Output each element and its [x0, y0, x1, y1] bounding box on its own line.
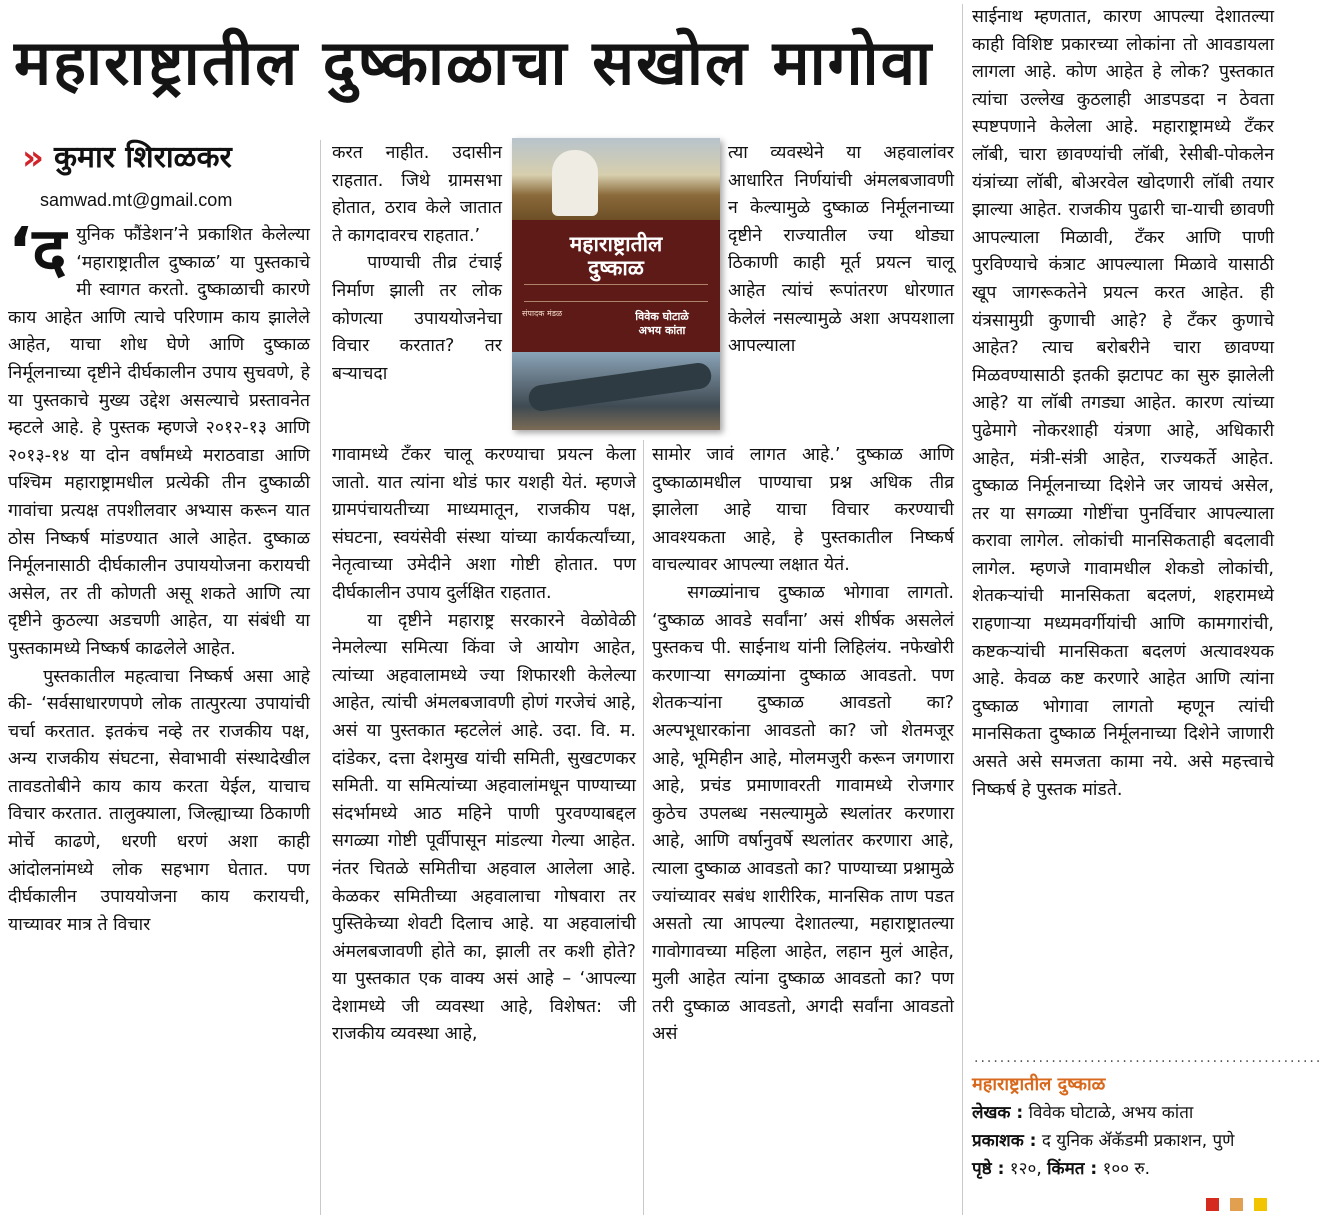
book-cover-image [512, 138, 720, 430]
paragraph: या दृष्टीने महाराष्ट्र सरकारने वेळोवेळी नेमलेल्या समित्या किंवा जे आयोग आहेत, त्यांच्या अहवालामध्ये ज्या शिफारशी केलेल्या आहेत, त्यांची अंमलबजावणी होणं गरजेचं आहे, असं या पुस्तकात म्हटलेलं आहे. उदा. वि. म. दांडेकर, दत्ता देशमुख यांची समिती, सुखटणकर समिती. या समित्यांच्या अहवालांमधून पाण्याच्या संदर्भामध्ये आठ महिने पाणी पुरवण्याबद्दल सगळ्या गोष्टी पूर्वीपासून मांडल्या गेल्या आहेत. नंतर चितळे समितीचा अहवाल आलेला आहे. केळकर समितीच्या अहवालाचा गोषवारा तर पुस्तिकेच्या शेवटी दिलाच आहे. या अहवालांची अंमलबजावणी होते का, झाली तर कशी होते? या पुस्तकात एक वाक्य असं आहे – ‘आपल्या देशामध्ये जी व्यवस्था आहे, विशेषत: जी राजकीय व्यवस्था आहे, [332, 610, 636, 1045]
decorative-square-red [1206, 1198, 1219, 1211]
book-cover-photo [512, 138, 720, 220]
column-divider [962, 4, 963, 1215]
paragraph: साईनाथ म्हणतात, कारण आपल्या देशातल्या काही विशिष्ट प्रकारच्या लोकांना तो आवडायला लागला आहे. कोण आहेत हे लोक? पुस्तकात त्यांचा उल्लेख कुठलाही आडपडदा न ठेवता स्पष्टपणाने केलेला आहे. महाराष्ट्रामध्ये टँकर लॉबी, चारा छावण्यांची लॉबी, रेसीबी-पोकलेन यंत्रांच्या लॉबी, बोअरवेल खोदणारी लॉबी तयार झाल्या आहेत. राजकीय पुढारी चा-याची छावणी आपल्याला मिळावी, टँकर आणि पाणी पुरविण्याचे कंत्राट आपल्याला मिळावे यासाठी खूप जागरूकतेने प्रयत्न करत आहेत. ही यंत्रसामुग्री कुणाची आहे? हे टँकर कुणाचे आहेत? त्याच बरोबरीने चारा छावण्या मिळवण्यासाठी इतकी झटापट का सुरु झालेली आहे? या लॉबी तगड्या आहेत. कारण त्यांच्या पुढेमागे नोकरशाही यंत्रणा आहे, अधिकारी आहेत, मंत्री-संत्री आहेत, राज्यकर्ते आहेत. दुष्काळ निर्मूलनाच्या दिशेने जर जायचं असेल, तर या सगळ्या गोष्टींचा पुनर्विचार आपल्याला करावा लागेल. लोकांची मानसिकताही बदलावी लागेल. म्हणजे गावामधील शेकडो लोकांची, शेतकऱ्यांची मानसिकता बदलणं, शहरामध्ये राहणाऱ्या मध्यमवर्गीयांची आणि कामगारांची, कष्टकऱ्यांची मानसिकता बदलणं अत्यावश्यक आहे. केवळ कष्ट करणारे आहेत आणि त्यांना दुष्काळ भोगावा लागतो म्हणून त्यांची मानसिकता दुष्काळ निर्मूलनाच्या दिशेने जाणारी असते असे समजता कामा नये. असे महत्त्वाचे निष्कर्ष हे पुस्तक मांडते. [972, 7, 1274, 800]
decorative-square-tan [1230, 1198, 1243, 1211]
column-divider [643, 440, 644, 1215]
book-cover-editors: संपादक मंडळ [522, 309, 563, 318]
paragraph: पाण्याची तीव्र टंचाई निर्माण झाली तर लोक कोणत्या उपाययोजनेचा विचार करतात? तर बऱ्याचदा [332, 253, 502, 384]
headline: महाराष्ट्रातील दुष्काळाचा सखोल मागोवा [14, 26, 934, 99]
book-cover-authors: विवेक घोटाळे अभय कांता [635, 310, 689, 337]
paragraph: त्या व्यवस्थेने या अहवालांवर आधारित निर्णयांची अंमलबजावणी न केल्यामुळे दुष्काळ निर्मूलनाच्या दृष्टीने राज्यातील ज्या थोड्या ठिकाणी काही मूर्त प्रयत्न चालू आहेत त्यांचं रूपांतरण धोरणात केलेलं नसल्यामुळे अशा अपयशाला आपल्याला [728, 143, 954, 357]
author-name: कुमार शिराळकर [53, 140, 232, 175]
article-column-2-top [332, 140, 502, 436]
paragraph: सामोर जावं लागत आहे.’ दुष्काळ आणि दुष्काळामधील पाण्याचा प्रश्न अधिक तीव्र झालेला आहे याचा विचार करण्याची आवश्यकता आहे, हे पुस्तकातील निष्कर्ष वाचल्यावर आपल्या लक्षात येतं. [652, 445, 954, 576]
infobox-publisher: प्रकाशक : द युनिक ॲकॅडमी प्रकाशन, पुणे [972, 1131, 1235, 1151]
column-divider [320, 140, 321, 1215]
infobox-pages-price: पृष्ठे : १२०, किंमत : १०० रु. [972, 1159, 1151, 1179]
article-column-4 [972, 4, 1274, 1044]
paragraph: करत नाहीत. उदासीन राहतात. जिथे ग्रामसभा होतात, ठराव केले जातात ते कागदावरच राहतात.’ [332, 143, 502, 246]
dotted-separator: ...................................................... [974, 1050, 1322, 1066]
paragraph: युनिक फौंडेशन’ने प्रकाशित केलेल्या ‘महाराष्ट्रातील दुष्काळ’ या पुस्तकाचे मी स्वागत करतो. दुष्काळाची कारणे काय आहेत आणि त्याचे परिणाम काय झालेले आहेत, याचा शोध घेणे आणि दुष्काळ निर्मूलनाच्या दृष्टीने दीर्घकालीन उपाय सुचवणे, हे या पुस्तकाचे मुख्य उद्देश असल्याचे प्रस्तावनेत म्हटले आहे. हे पुस्तक म्हणजे २०१२-१३ आणि २०१३-१४ या दोन वर्षांमध्ये मराठवाडा आणि पश्चिम महाराष्ट्रामधील प्रत्येकी तीन दुष्काळी गावांचा प्रत्यक्ष तपशीलवार अभ्यास करून यात ठोस निष्कर्ष मांडण्यात आले आहेत. दुष्काळ निर्मूलनासाठी दीर्घकालीन उपाययोजना करायची असेल, तर ती कोणती असू शकते आणि त्या दृष्टीने कुठल्या अडचणी आहेत, या संबंधी या पुस्तकामध्ये निष्कर्ष काढलेले आहेत. [8, 225, 310, 659]
farmer-figure [552, 150, 598, 216]
article-column-3-top [728, 140, 954, 436]
paragraph: सगळ्यांनाच दुष्काळ भोगावा लागतो. ‘दुष्काळ आवडे सर्वांना’ असं शीर्षक असलेलं पुस्तकच पी. साईनाथ यांनी लिहिलंय. नफेखोरी करणाऱ्या सगळ्यांना दुष्काळ आवडतो. पण शेतकऱ्यांना दुष्काळ आवडतो का? अल्पभूधारकांना आवडतो का? जो शेतमजूर आहे, भूमिहीन आहे, मोलमजुरी करून जगणारा आहे, प्रचंड प्रमाणावरती गावामध्ये रोजगार कुठेच उपलब्ध नसल्यामुळे स्थलांतर करणारा आहे, आणि वर्षानुवर्षे स्थलांतर करणारा आहे, त्याला दुष्काळ आवडतो का? पाण्याच्या प्रश्नामुळे ज्यांच्यावर सबंध शारीरिक, मानसिक ताण पडत असतो त्या आपल्या देशातल्या, महाराष्ट्रातल्या गावोगावच्या महिला आहेत, लहान मुलं आहेत, मुली आहेत त्यांना दुष्काळ आवडतो का? पण तरी दुष्काळ आवडतो, अगदी सर्वांना आवडतो असं [652, 582, 954, 1045]
book-cover-title: महाराष्ट्रातील दुष्काळ [569, 232, 663, 280]
author-email[interactable]: samwad.mt@gmail.com [40, 190, 233, 210]
article-column-2-bottom [332, 442, 636, 1217]
article-column-1 [8, 215, 310, 1217]
chevron-right-icon: » [22, 138, 44, 178]
infobox-book-title: महाराष्ट्रातील दुष्काळ [972, 1074, 1106, 1095]
paragraph: पुस्तकातील महत्वाचा निष्कर्ष असा आहे की- ‘सर्वसाधारणपणे लोक तात्पुरत्या उपायांची चर्चा करतात. इतकंच नव्हे तर राजकीय पक्ष, अन्य राजकीय संघटना, सेवाभावी संस्थादेखील तावडतोबीने काय काय करता येईल, याचाच विचार करतात. तालुक्याला, जिल्ह्याच्या ठिकाणी मोर्चे काढणे, धरणी धरणं अशा काही आंदोलनांमध्ये लोक सहभाग घेतात. पण दीर्घकालीन उपाययोजना काय करायची, याच्यावर मात्र ते विचार [8, 666, 310, 935]
article-column-3-bottom [652, 442, 954, 1217]
decorative-square-yellow [1254, 1198, 1267, 1211]
book-cover-subtitle-band [524, 284, 708, 302]
paragraph: गावामध्ये टँकर चालू करण्याचा प्रयत्न केला जातो. यात त्यांना थोडं फार यशही येतं. म्हणजे ग्रामपंचायतीच्या माध्यमातून, राजकीय पक्ष, संघटना, स्वयंसेवी संस्था यांच्या कार्यकर्त्यांच्या, नेतृत्वाच्या उमेदीने अशा गोष्टी होतात. पण दीर्घकालीन उपाय दुर्लक्षित राहतात. [332, 445, 636, 603]
byline [22, 138, 332, 178]
drop-cap: ‘द [8, 215, 67, 289]
infobox-author: लेखक : विवेक घोटाळे, अभय कांता [972, 1103, 1194, 1123]
